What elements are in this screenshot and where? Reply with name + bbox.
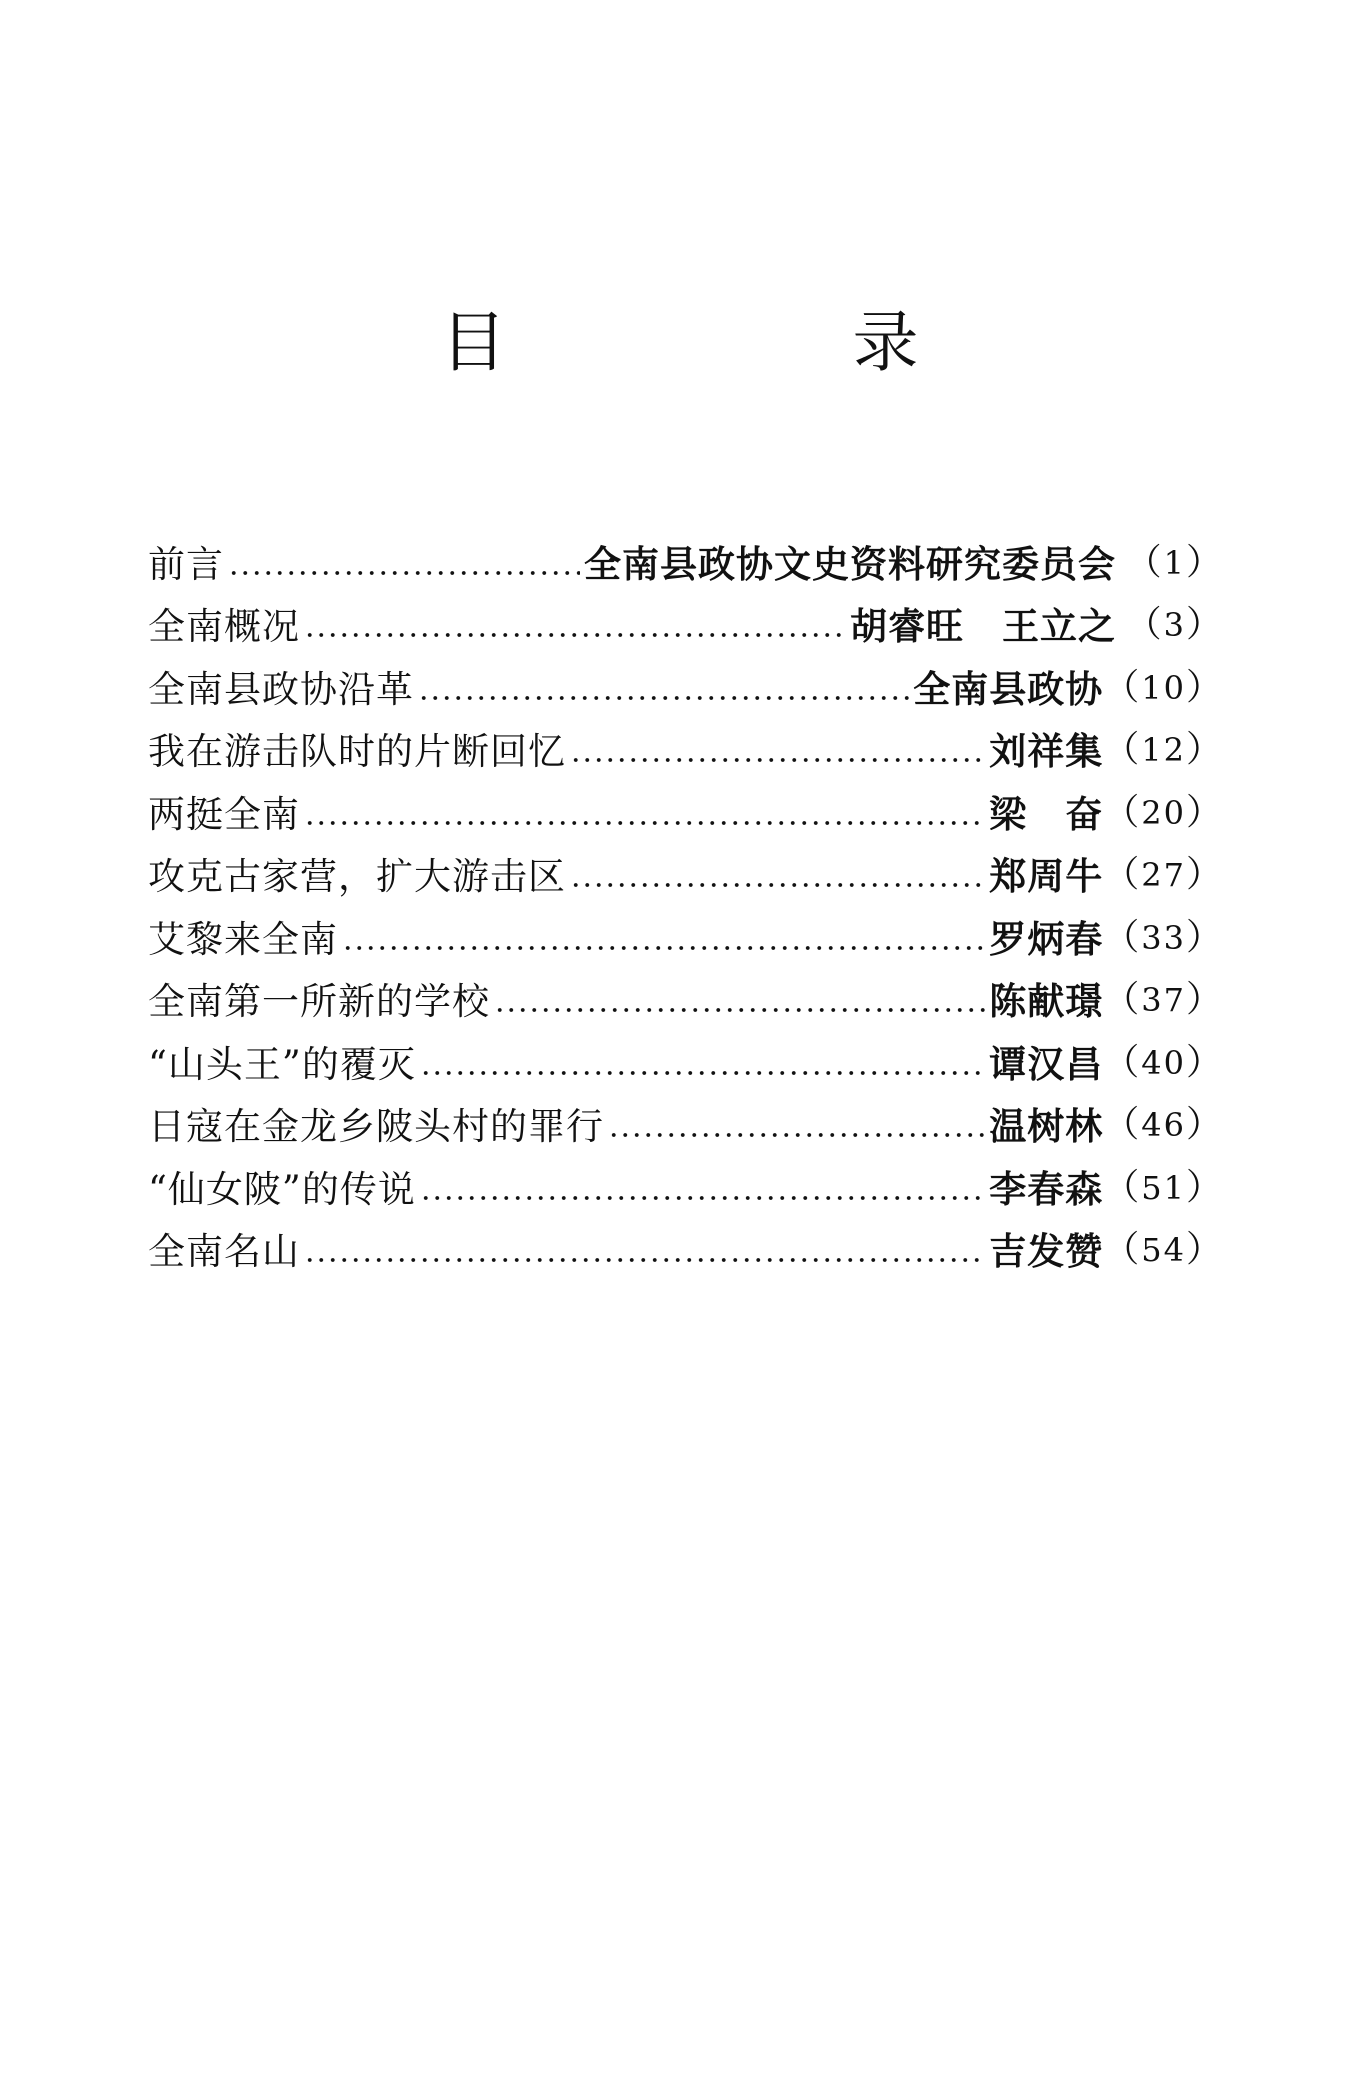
toc-entry-author: 吉发赞 [989,1230,1104,1273]
toc-entry-page: （20） [1103,791,1224,833]
toc-entry-page: （46） [1103,1104,1224,1145]
page-number: 3 [1163,606,1186,644]
toc-entry [148,583,1224,646]
toc-entry-author: 温树林 [989,1105,1104,1148]
toc-entry-title: 全南名山 [148,1230,300,1273]
dot-leader [342,915,985,952]
toc-entry-title: “山头王”的覆灭 [148,1042,416,1086]
dot-leader [304,790,985,827]
toc-entry-page: （51） [1103,1166,1224,1208]
toc-entry-page: （12） [1103,729,1224,770]
toc-entry-page: （10） [1103,666,1224,708]
toc-entry [148,1145,1224,1211]
toc-entry-title: 攻克古家营，扩大游击区 [148,855,566,898]
toc-entry-author: 全南县政协 [913,667,1104,711]
toc-entry-page: （40） [1103,1041,1224,1083]
page-number: 1 [1163,543,1186,582]
dot-leader [418,665,909,702]
dot-leader [228,540,580,577]
page-number: 10 [1141,668,1186,707]
dot-leader [608,1102,985,1139]
toc-entry [148,958,1224,1021]
page-number: 33 [1141,918,1186,957]
toc-entry-author: 刘祥集 [989,730,1104,773]
toc-entry-page: （27） [1103,854,1224,895]
toc-entry [148,708,1224,771]
toc-entry-page: （33） [1103,916,1224,958]
table-of-contents [148,520,1224,1273]
toc-entry-page: （37） [1103,979,1224,1020]
dot-leader [570,852,985,889]
toc-entry-author: 谭汉昌 [989,1042,1104,1086]
toc-entry-title: 全南第一所新的学校 [148,980,490,1023]
toc-entry-author: 罗炳春 [989,917,1104,961]
dot-leader [494,977,985,1014]
toc-entry-title: 艾黎来全南 [148,917,338,961]
page-number: 37 [1141,981,1186,1019]
toc-entry-author: 梁 奋 [989,792,1104,836]
page-number: 46 [1141,1106,1186,1144]
dot-leader [420,1165,985,1202]
toc-entry [148,645,1224,711]
toc-entry [148,1208,1224,1271]
toc-entry-title: 前言 [148,542,224,586]
toc-entry-page: （3） [1125,604,1224,645]
dot-leader [570,727,985,764]
toc-entry [148,520,1224,586]
toc-entry-title: 我在游击队时的片断回忆 [148,730,566,773]
page-number: 40 [1141,1043,1186,1082]
toc-entry-page: （1） [1125,541,1224,583]
toc-entry [148,1083,1224,1146]
dot-leader [304,602,846,639]
page-number: 12 [1141,731,1186,769]
toc-entry-author: 郑周牛 [989,855,1104,898]
toc-entry-title: 全南县政协沿革 [148,667,414,711]
toc-entry [148,1020,1224,1086]
toc-entry [148,833,1224,896]
toc-entry [148,770,1224,836]
page-title: 目 录 [440,304,1059,381]
toc-entry-author: 陈献璟 [989,980,1104,1023]
toc-entry-title: 日寇在金龙乡陂头村的罪行 [148,1105,604,1148]
page-number: 27 [1141,856,1186,894]
page-number: 20 [1141,793,1186,832]
toc-entry-author: 胡睿旺 王立之 [850,605,1116,648]
toc-entry-author: 全南县政协文史资料研究委员会 [584,542,1116,586]
toc-entry-title: 全南概况 [148,605,300,648]
dot-leader [420,1040,985,1077]
toc-entry-title: 两挺全南 [148,792,300,836]
toc-entry-title: “仙女陂”的传说 [148,1167,416,1211]
toc-entry-author: 李春森 [989,1167,1104,1211]
page-number: 54 [1141,1231,1186,1269]
page-number: 51 [1141,1168,1186,1207]
toc-entry-page: （54） [1103,1229,1224,1270]
toc-entry [148,895,1224,961]
dot-leader [304,1227,985,1264]
